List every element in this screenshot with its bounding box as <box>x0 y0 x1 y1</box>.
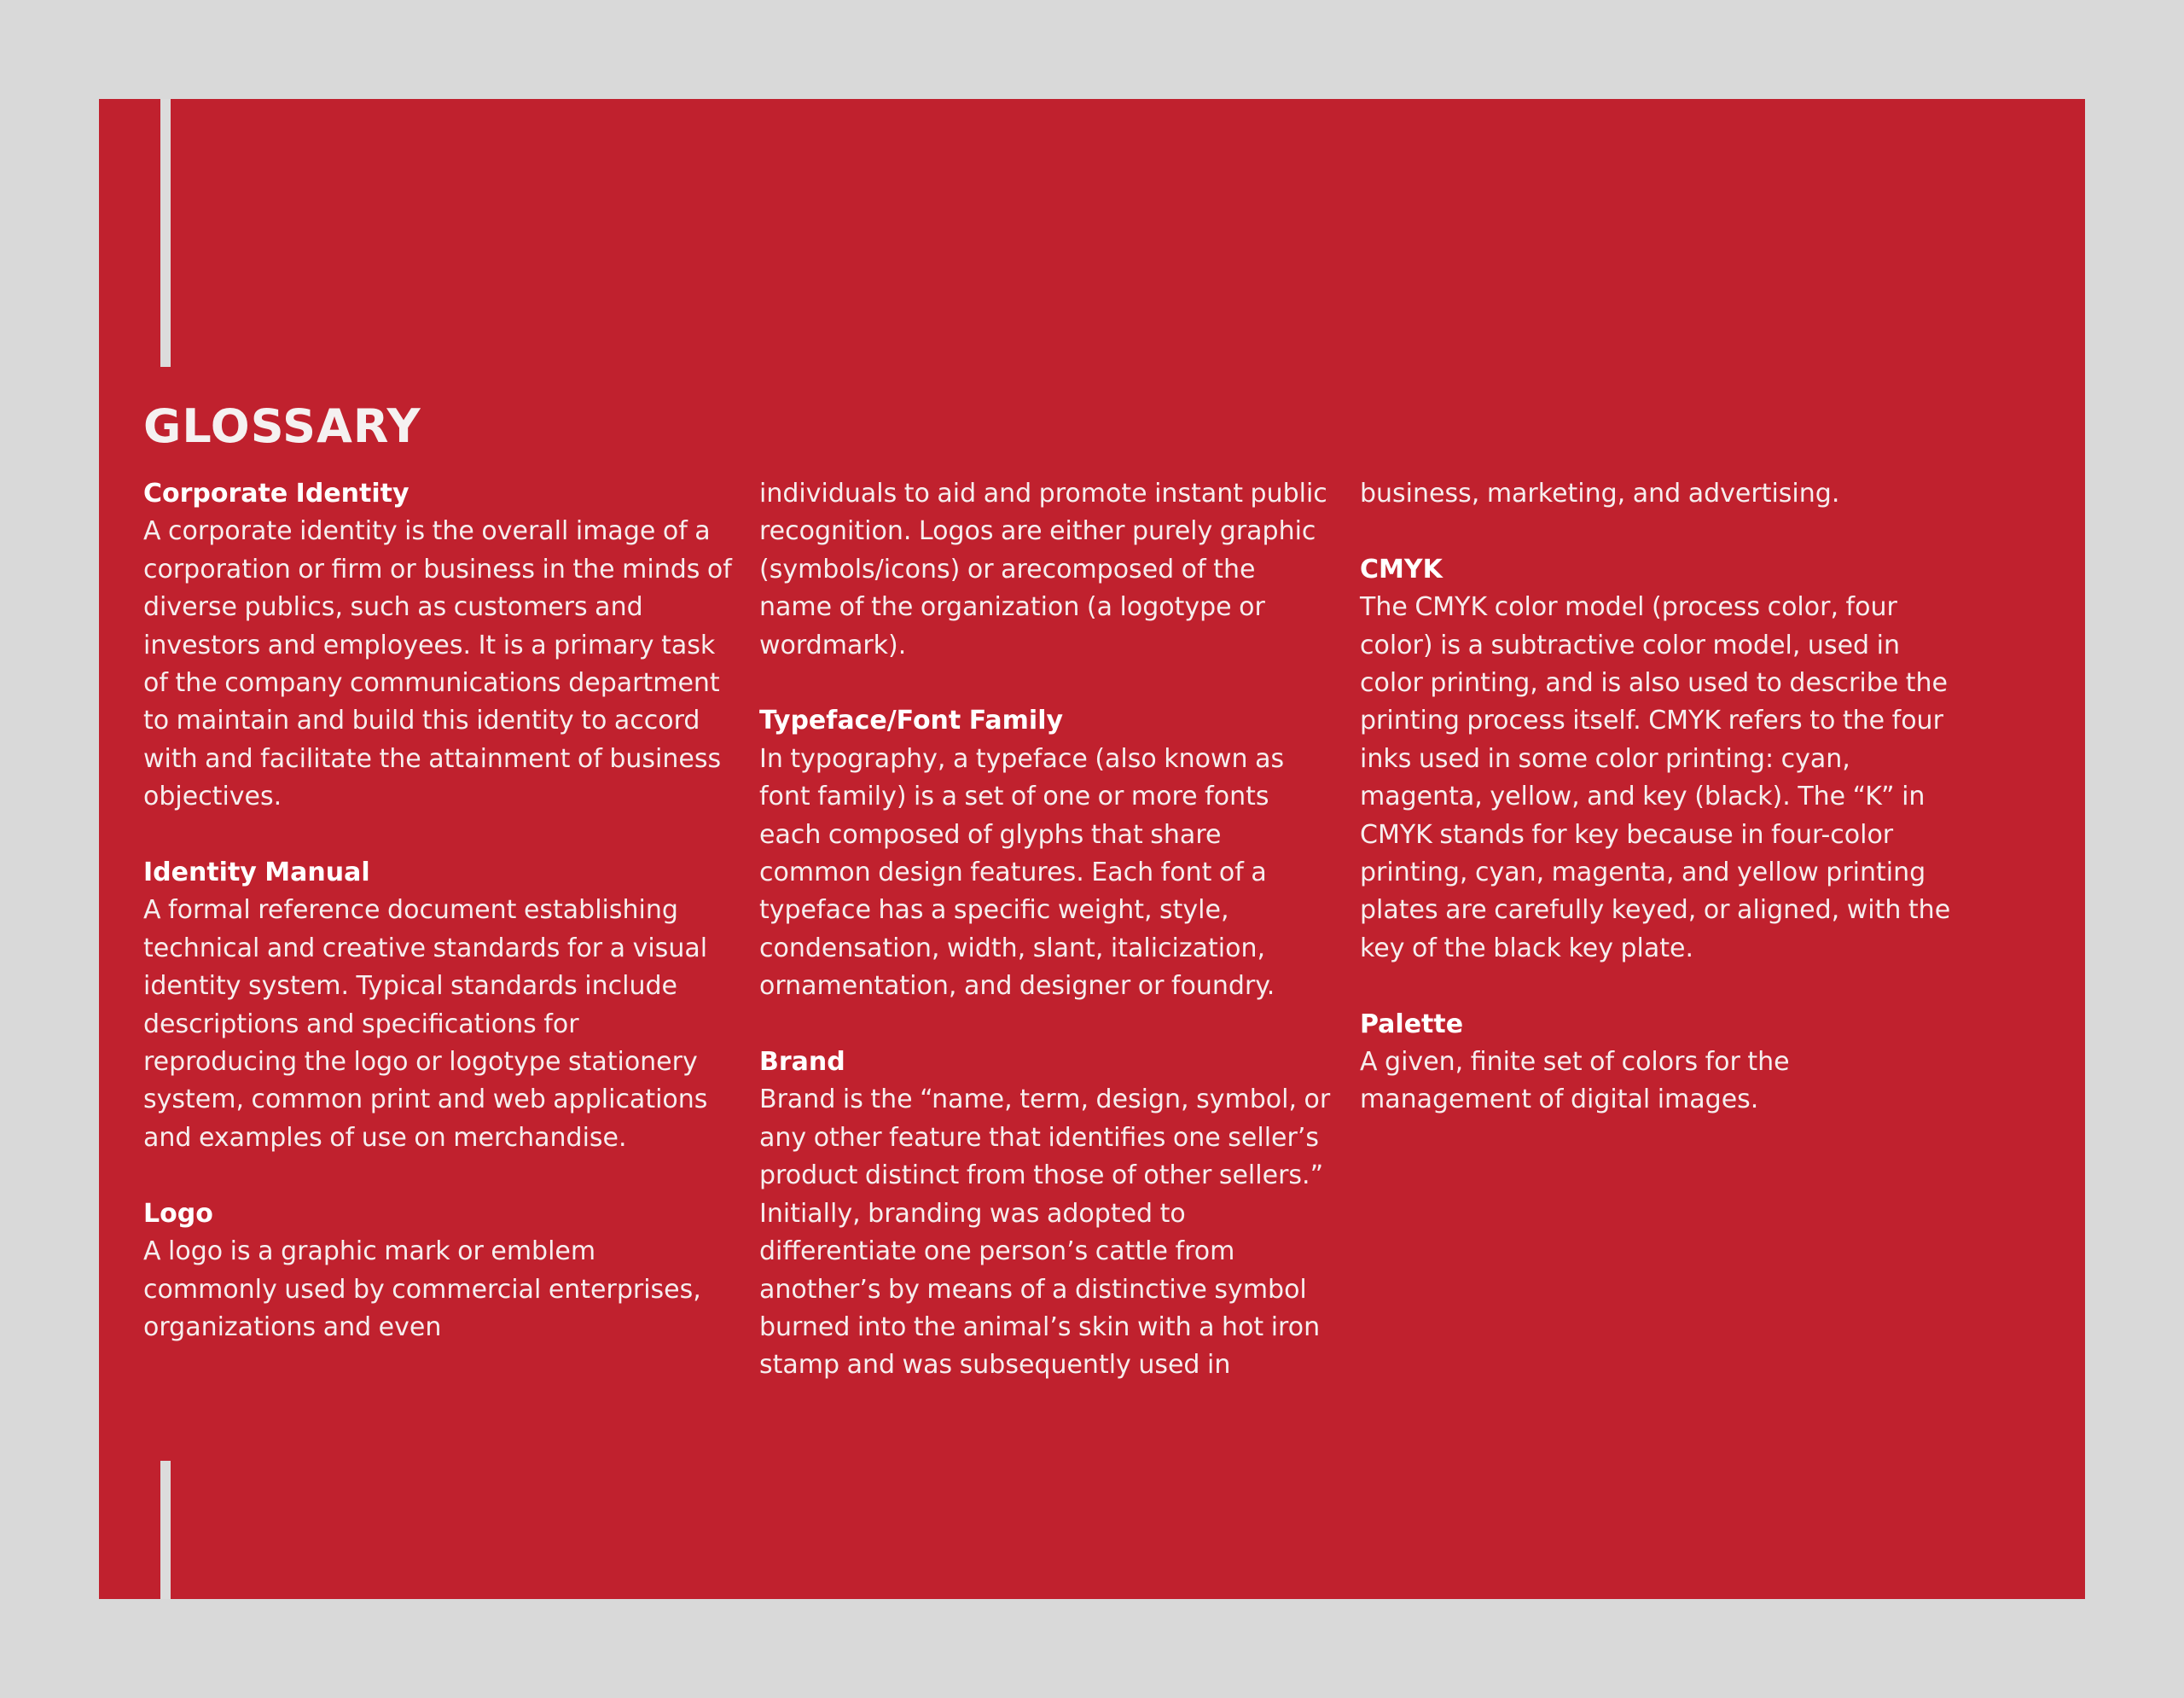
glossary-column-3 <box>1360 475 1957 1119</box>
glossary-definition: Brand is the “name, term, design, symbol, or any other feature that identifies one seller’s product distinct from those of other sellers.” Initially, branding was adopted to differentiate one person’s cattle from another’s by means of a distinctive symbol burned into the animal’s skin with a hot iron stamp and was subsequently used in <box>759 1085 1331 1381</box>
glossary-entry-brand-continued <box>1360 475 1957 513</box>
glossary-definition: A formal reference document establishing technical and creative standards for a visual identity system. Typical standards include descriptions and specifications for reproducing the logo or logotype stationery system, common print and web applications and examples of use on merchandise. <box>143 895 708 1153</box>
glossary-term: Identity Manual <box>143 858 370 888</box>
glossary-term: Typeface/Font Family <box>759 706 1064 736</box>
glossary-column-1 <box>143 475 732 1346</box>
glossary-column-2 <box>759 475 1331 1385</box>
glossary-definition: A corporate identity is the overall image of a corporation or firm or business in the minds of diverse publics, such as customers and investors and employees. It is a primary task of the company communications department to maintain and build this identity to accord with and facilitate the attainment of business objectives. <box>143 516 732 812</box>
glossary-definition: A given, finite set of colors for the management of digital images. <box>1360 1047 1790 1115</box>
glossary-term: Corporate Identity <box>143 479 410 509</box>
glossary-entry-palette <box>1360 1006 1957 1119</box>
glossary-term: Brand <box>759 1047 845 1078</box>
glossary-term: Logo <box>143 1198 213 1229</box>
bottom-accent-rule <box>160 1461 171 1599</box>
glossary-entry-logo <box>143 1195 732 1347</box>
glossary-definition: A logo is a graphic mark or emblem commonly used by commercial enterprises, organizations and even <box>143 1236 701 1342</box>
glossary-entry-brand <box>759 1044 1331 1385</box>
glossary-entry-typeface <box>759 702 1331 1005</box>
top-accent-rule <box>160 99 171 367</box>
glossary-entry-corporate-identity <box>143 475 732 817</box>
glossary-term: Palette <box>1360 1009 1464 1039</box>
glossary-definition: business, marketing, and advertising. <box>1360 479 1840 509</box>
glossary-definition: In typography, a typeface (also known as font family) is a set of one or more fonts each composed of glyphs that share common design features. Each font of a typeface has a specific weight, style, condensation, width, slant, italicization, ornamentation, and designer or foundry. <box>759 743 1285 1002</box>
page-title: GLOSSARY <box>143 399 421 453</box>
glossary-definition: individuals to aid and promote instant public recognition. Logos are either purely graphic (symbols/icons) or arecomposed of the name of the organization (a logotype or wordmark). <box>759 479 1327 660</box>
glossary-term: CMYK <box>1360 554 1443 584</box>
glossary-definition: The CMYK color model (process color, four color) is a subtractive color model, used in color printing, and is also used to describe the printing process itself. CMYK refers to the four inks used in some color printing: cyan, magenta, yellow, and key (black). The “K” in CMYK stands for key because in four-color printing, cyan, magenta, and yellow printing plates are carefully keyed, or aligned, with the key of the black key plate. <box>1360 592 1951 963</box>
glossary-page <box>99 99 2085 1599</box>
glossary-entry-identity-manual <box>143 854 732 1157</box>
glossary-entry-logo-continued <box>759 475 1331 665</box>
glossary-entry-cmyk <box>1360 551 1957 968</box>
